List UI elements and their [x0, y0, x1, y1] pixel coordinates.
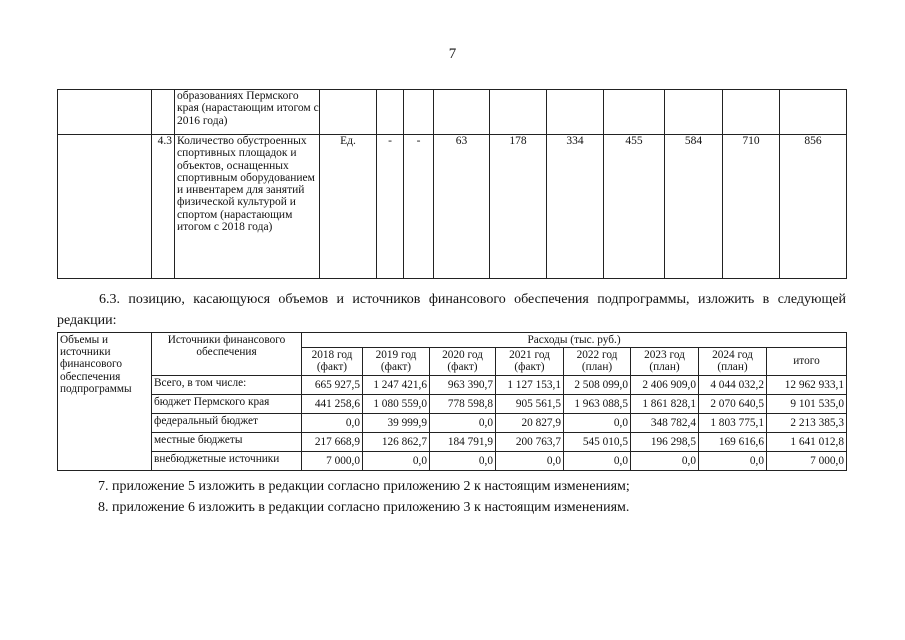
indicator-value: 63 — [434, 135, 490, 279]
table-cell: 1 963 088,5 — [564, 394, 631, 413]
sources-header: Источники финансового обеспечения — [152, 333, 302, 376]
indicator-name: Количество обустроенных спортивных площадок и объектов, оснащенных спортивным оборудованием и инвентарем для занятий физической культурой и спортом (нарастающим итогом с 2018 года) — [175, 135, 320, 279]
indicator-value: 584 — [665, 135, 723, 279]
table-cell: 126 862,7 — [363, 432, 430, 451]
year-header: 2020 год (факт) — [430, 348, 496, 375]
table-cell: 0,0 — [699, 451, 767, 470]
table-row — [58, 375, 847, 394]
table-cell: 2 213 385,3 — [767, 413, 847, 432]
indicator-value: - — [404, 135, 434, 279]
year-header: 2018 год (факт) — [302, 348, 363, 375]
table-cell: 12 962 933,1 — [767, 375, 847, 394]
table-row — [58, 135, 847, 279]
indicators-table — [57, 89, 847, 279]
table-cell: 9 101 535,0 — [767, 394, 847, 413]
table-cell: 545 010,5 — [564, 432, 631, 451]
table-cell: 169 616,6 — [699, 432, 767, 451]
indicator-value: 455 — [604, 135, 665, 279]
table-row — [58, 90, 847, 135]
table-cell: 1 861 828,1 — [631, 394, 699, 413]
table-cell: 1 247 421,6 — [363, 375, 430, 394]
table-cell: 0,0 — [430, 451, 496, 470]
table-cell: 1 080 559,0 — [363, 394, 430, 413]
page-number: 7 — [448, 46, 457, 62]
table-cell: 7 000,0 — [302, 451, 363, 470]
financing-table — [57, 332, 847, 471]
table-cell: 1 127 153,1 — [496, 375, 564, 394]
indicator-value: 710 — [723, 135, 780, 279]
table-header-row — [58, 333, 847, 348]
table-cell: 20 827,9 — [496, 413, 564, 432]
table-cell: 7 000,0 — [767, 451, 847, 470]
paragraph-6-3: 6.3. позицию, касающуюся объемов и источников финансового обеспечения подпрограммы, изложить в следующей редакции: — [57, 292, 846, 328]
year-header: 2021 год (факт) — [496, 348, 564, 375]
table-cell: 4 044 032,2 — [699, 375, 767, 394]
indicator-value: - — [377, 135, 404, 279]
table-cell: 0,0 — [363, 451, 430, 470]
table-cell: 217 668,9 — [302, 432, 363, 451]
table-row — [58, 451, 847, 470]
table-cell: 1 803 775,1 — [699, 413, 767, 432]
table-cell: 1 641 012,8 — [767, 432, 847, 451]
table-cell: 778 598,8 — [430, 394, 496, 413]
indicator-name: образованиях Пермского края (нарастающим итогом с 2016 года) — [175, 90, 320, 135]
table-cell: 348 782,4 — [631, 413, 699, 432]
table-cell: 0,0 — [430, 413, 496, 432]
year-header: 2023 год (план) — [631, 348, 699, 375]
table-cell: 441 258,6 — [302, 394, 363, 413]
item-7: 7. приложение 5 изложить в редакции согласно приложению 2 к настоящим изменениям; — [98, 479, 630, 494]
table-cell: 905 561,5 — [496, 394, 564, 413]
year-header: 2022 год (план) — [564, 348, 631, 375]
source-label: местные бюджеты — [152, 432, 302, 451]
table-cell: 2 070 640,5 — [699, 394, 767, 413]
source-label: федеральный бюджет — [152, 413, 302, 432]
table-cell: 0,0 — [564, 451, 631, 470]
year-header: 2019 год (факт) — [363, 348, 430, 375]
financing-volumes-label: Объемы и источники финансового обеспечения подпрограммы — [58, 333, 152, 471]
table-cell: 200 763,7 — [496, 432, 564, 451]
table-cell: 0,0 — [564, 413, 631, 432]
indicator-value: 856 — [780, 135, 847, 279]
table-cell: 0,0 — [496, 451, 564, 470]
table-row — [58, 413, 847, 432]
source-label: Всего, в том числе: — [152, 375, 302, 394]
total-header: итого — [767, 348, 847, 375]
table-cell: 196 298,5 — [631, 432, 699, 451]
source-label: бюджет Пермского края — [152, 394, 302, 413]
indicator-unit: Ед. — [320, 135, 377, 279]
table-cell: 0,0 — [631, 451, 699, 470]
indicator-value: 334 — [547, 135, 604, 279]
item-8: 8. приложение 6 изложить в редакции согласно приложению 3 к настоящим изменениям. — [98, 500, 630, 515]
table-cell: 0,0 — [302, 413, 363, 432]
source-label: внебюджетные источники — [152, 451, 302, 470]
year-header: 2024 год (план) — [699, 348, 767, 375]
table-cell: 2 406 909,0 — [631, 375, 699, 394]
table-row — [58, 394, 847, 413]
table-cell: 39 999,9 — [363, 413, 430, 432]
table-cell: 665 927,5 — [302, 375, 363, 394]
table-cell: 963 390,7 — [430, 375, 496, 394]
expenses-header: Расходы (тыс. руб.) — [302, 333, 847, 348]
table-cell: 184 791,9 — [430, 432, 496, 451]
indicator-number: 4.3 — [152, 135, 175, 279]
table-row — [58, 432, 847, 451]
indicator-value: 178 — [490, 135, 547, 279]
table-cell: 2 508 099,0 — [564, 375, 631, 394]
